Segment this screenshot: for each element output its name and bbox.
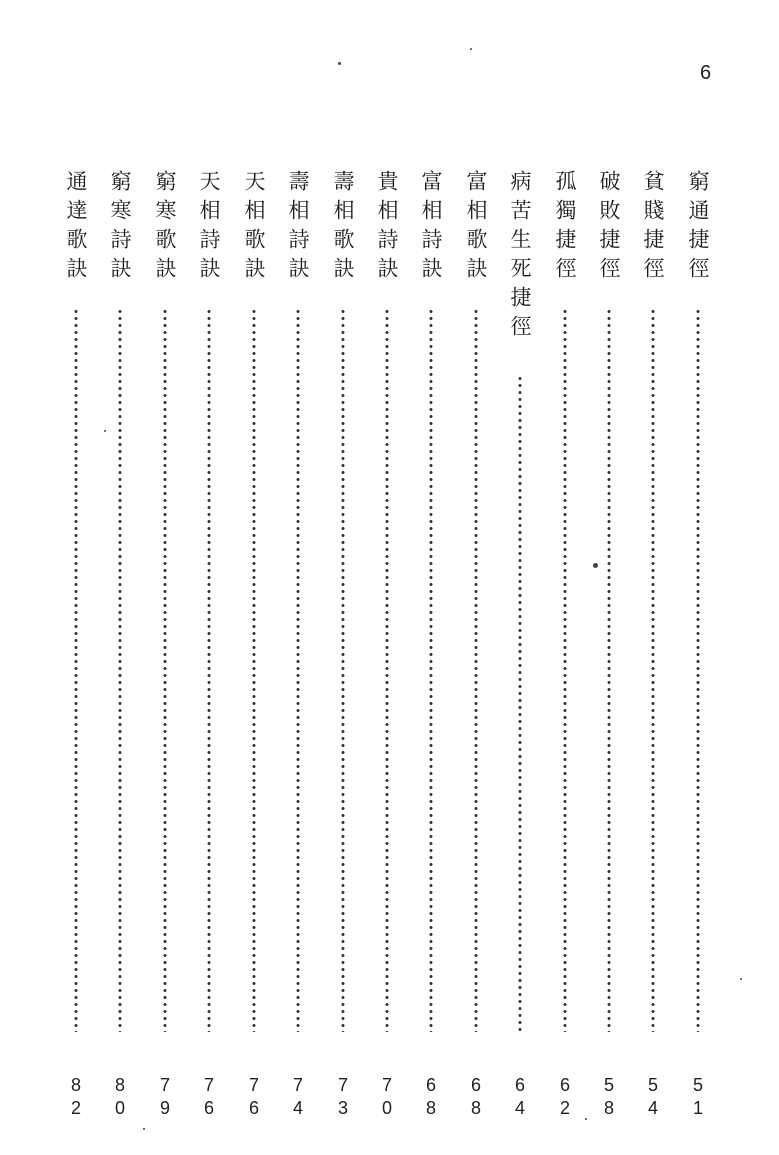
entry-page-number: 5 1 [692, 1075, 703, 1118]
entry-page-number: 6 8 [425, 1075, 436, 1118]
entry-title: 通達歌訣 [64, 170, 88, 286]
entry-title: 破敗捷徑 [597, 170, 621, 286]
entry-title: 天相歌訣 [242, 170, 266, 286]
entry-page-number: 7 9 [159, 1075, 170, 1118]
entry-title: 富相詩訣 [419, 170, 443, 286]
entry-page-number: 6 2 [559, 1075, 570, 1118]
dot-leader [296, 308, 300, 1032]
entry-page-number: 6 4 [514, 1075, 525, 1118]
entry-page-number: 7 0 [381, 1075, 392, 1118]
entry-title: 壽相詩訣 [286, 170, 310, 286]
entry-page-number: 7 3 [337, 1075, 348, 1118]
dot-leader [207, 308, 211, 1032]
dot-leader [74, 308, 78, 1032]
toc-entry [281, 170, 315, 1120]
entry-title: 窮通捷徑 [686, 170, 710, 286]
entry-title: 窮寒詩訣 [108, 170, 132, 286]
scan-speck [593, 563, 598, 568]
scan-speck [470, 48, 472, 50]
toc-entry [503, 170, 537, 1120]
toc-entry [192, 170, 226, 1120]
dot-leader [252, 308, 256, 1032]
page-number: 6 [700, 62, 712, 84]
scan-speck [740, 978, 742, 980]
entry-page-number: 5 4 [647, 1075, 658, 1118]
dot-leader [429, 308, 433, 1032]
toc-entry [459, 170, 493, 1120]
dot-leader [385, 308, 389, 1032]
entry-page-number: 7 6 [248, 1075, 259, 1118]
toc-entry [326, 170, 360, 1120]
dot-leader [518, 375, 522, 1032]
entry-page-number: 7 4 [292, 1075, 303, 1118]
dot-leader [341, 308, 345, 1032]
entry-page-number: 8 2 [70, 1075, 81, 1118]
entry-page-number: 5 8 [603, 1075, 614, 1118]
toc-entry [148, 170, 182, 1120]
dot-leader [607, 308, 611, 1032]
entry-title: 病苦生死捷徑 [508, 170, 532, 344]
toc-entry [59, 170, 93, 1120]
entry-title: 窮寒歌訣 [153, 170, 177, 286]
entry-title: 富相歌訣 [464, 170, 488, 286]
entry-title: 貧賤捷徑 [641, 170, 665, 286]
scan-speck [143, 1128, 145, 1130]
toc-entry [103, 170, 137, 1120]
entry-page-number: 8 0 [114, 1075, 125, 1118]
dot-leader [474, 308, 478, 1032]
toc-entry [237, 170, 271, 1120]
entry-page-number: 6 8 [470, 1075, 481, 1118]
dot-leader [651, 308, 655, 1032]
scan-speck [585, 1118, 587, 1120]
toc-entry [370, 170, 404, 1120]
toc-entry [592, 170, 626, 1120]
entry-title: 貴相詩訣 [375, 170, 399, 286]
toc-entry [414, 170, 448, 1120]
dot-leader [563, 308, 567, 1032]
toc-entry [681, 170, 715, 1120]
entry-page-number: 7 6 [203, 1075, 214, 1118]
entry-title: 壽相歌訣 [331, 170, 355, 286]
dot-leader [163, 308, 167, 1032]
toc-entry [636, 170, 670, 1120]
scan-speck [104, 430, 106, 432]
scan-speck [338, 62, 341, 65]
entry-title: 孤獨捷徑 [553, 170, 577, 286]
toc-entry [548, 170, 582, 1120]
entry-title: 天相詩訣 [197, 170, 221, 286]
dot-leader [696, 308, 700, 1032]
dot-leader [118, 308, 122, 1032]
